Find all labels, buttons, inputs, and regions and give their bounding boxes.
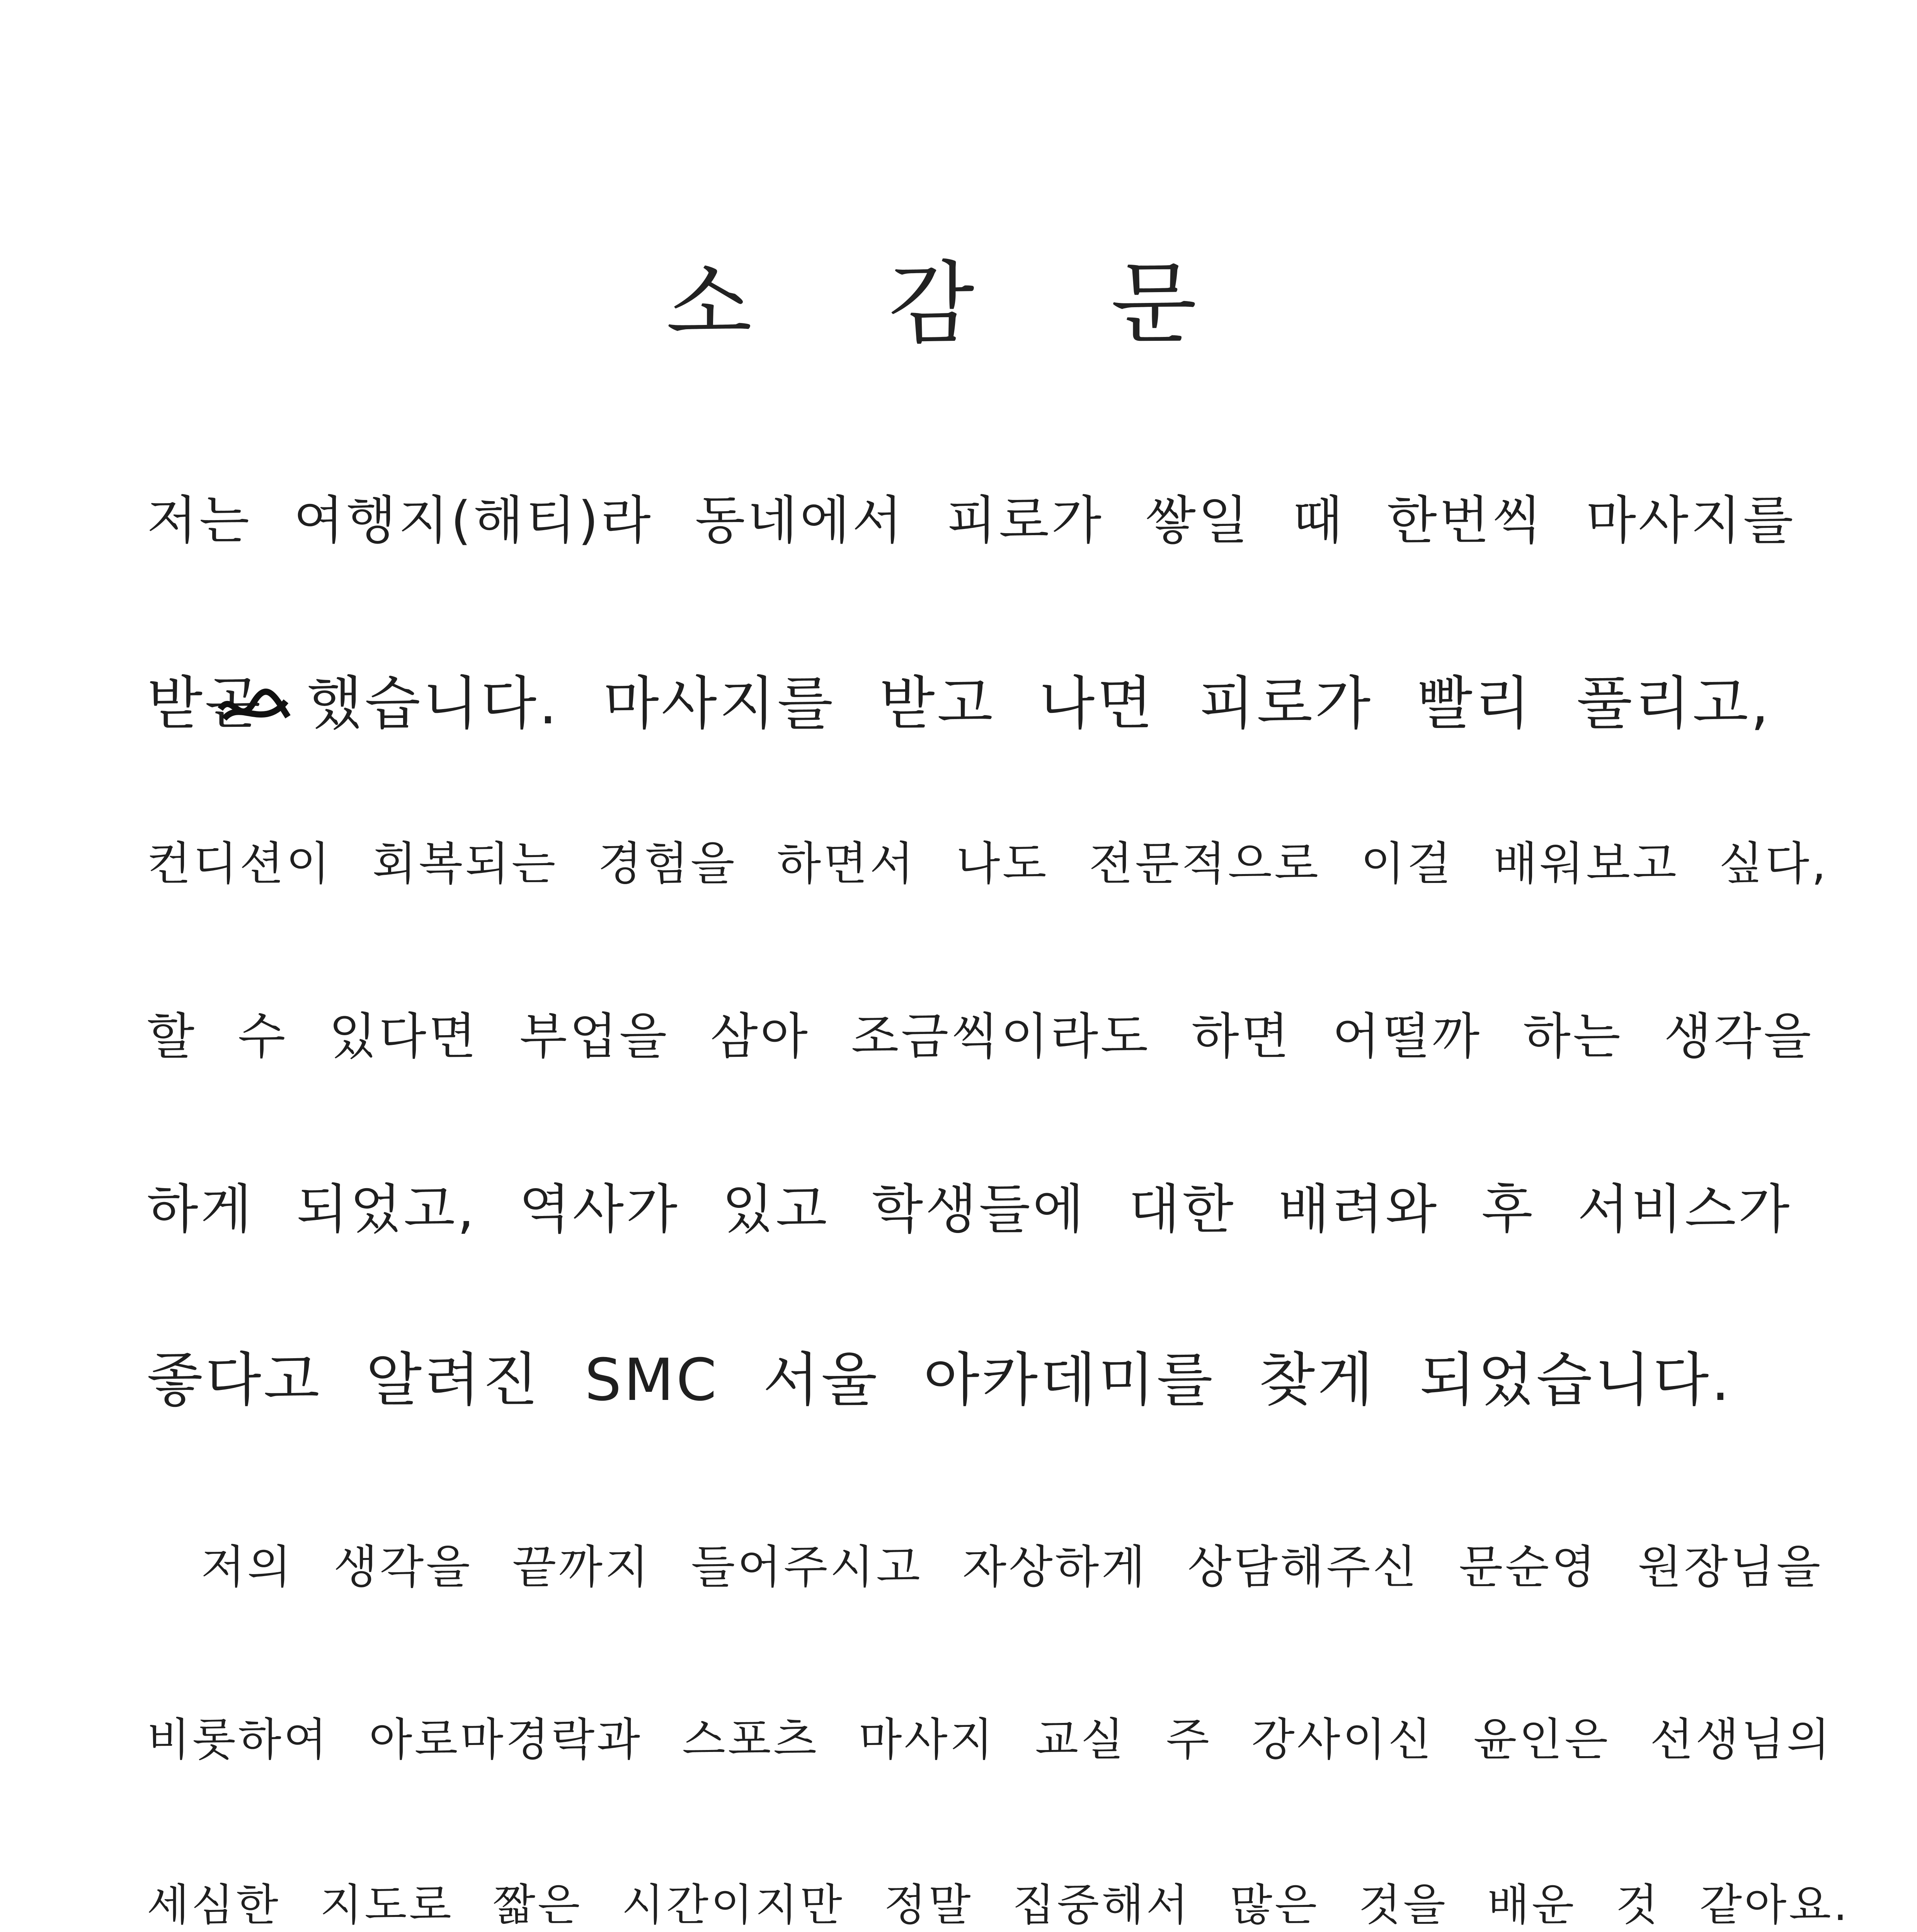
strikethrough-scribble xyxy=(216,680,294,738)
body-line-3: 컨디션이 회복되는 경험을 하면서 나도 전문적으로 이걸 배워보고 싶다, xyxy=(147,837,1828,890)
body-line-1: 저는 여행지(해티)라 동네에서 피로가 쌓일 때 한번씩 마사지를 xyxy=(147,490,1796,551)
body-line-9: 세심한 지도로 짧은 시간이지만 정말 집중해서 많은 것을 배운 것 같아요. xyxy=(147,1879,1850,1930)
body-line-4: 할 수 있다면 부업을 삼아 조금씩이라도 하면 어떨까 하는 생각을 xyxy=(147,1008,1814,1065)
body-line-8: 비롯하여 아로마경락과 스포츠 마사지 교실 주 강사이신 윤인은 선생님의 xyxy=(147,1714,1832,1766)
body-line-6: 좋다고 알려진 SMC 서울 아카데미를 찾게 되었습니다. xyxy=(147,1347,1732,1414)
body-line-7: 저의 생각을 끝까지 들어주시고 자상하게 상담해주신 문순영 원장님을 xyxy=(201,1541,1823,1594)
document-title: 소 감 문 xyxy=(666,252,1251,355)
body-line-2: 받곤 했습니다. 마사지를 받고 나면 피로가 빨리 풀리고, xyxy=(147,670,1771,737)
body-line-5: 하게 되었고, 역사가 있고 학생들에 대한 배려와 후 서비스가 xyxy=(147,1179,1792,1240)
